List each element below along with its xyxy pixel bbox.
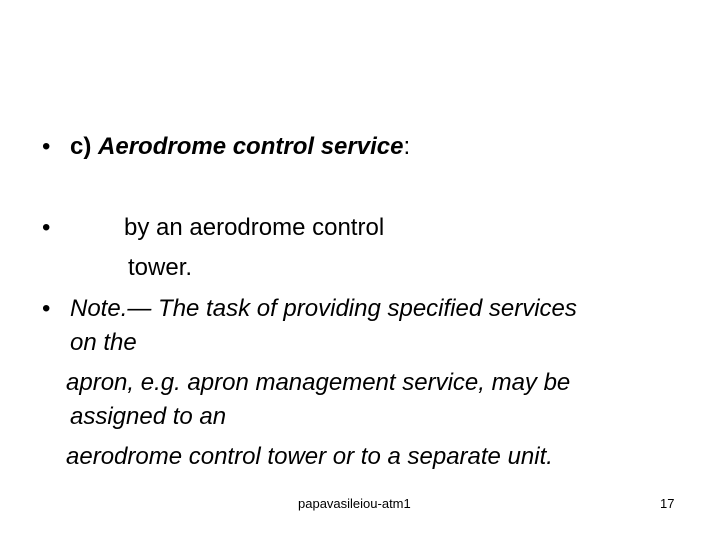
- heading-prefix: c): [70, 133, 99, 160]
- paragraph-line: tower.: [128, 254, 193, 281]
- bullet-marker: •: [42, 133, 51, 160]
- note-line: on the: [70, 329, 137, 356]
- note-line: assigned to an: [70, 403, 227, 430]
- note-line: Note.— The task of providing specified services: [70, 295, 577, 322]
- paragraph-line: by an aerodrome control: [124, 214, 385, 241]
- bullet-marker: •: [42, 295, 51, 322]
- footer-label: papavasileiou-atm1: [298, 496, 411, 511]
- note-line: apron, e.g. apron management service, may be: [66, 369, 571, 396]
- slide-heading: [70, 130, 410, 164]
- note-line: aerodrome control tower or to a separate unit.: [66, 443, 553, 470]
- bullet-marker: •: [42, 214, 51, 241]
- heading-title: Aerodrome control service: [98, 133, 404, 160]
- page-number: 17: [660, 496, 675, 511]
- heading-suffix: :: [403, 133, 411, 160]
